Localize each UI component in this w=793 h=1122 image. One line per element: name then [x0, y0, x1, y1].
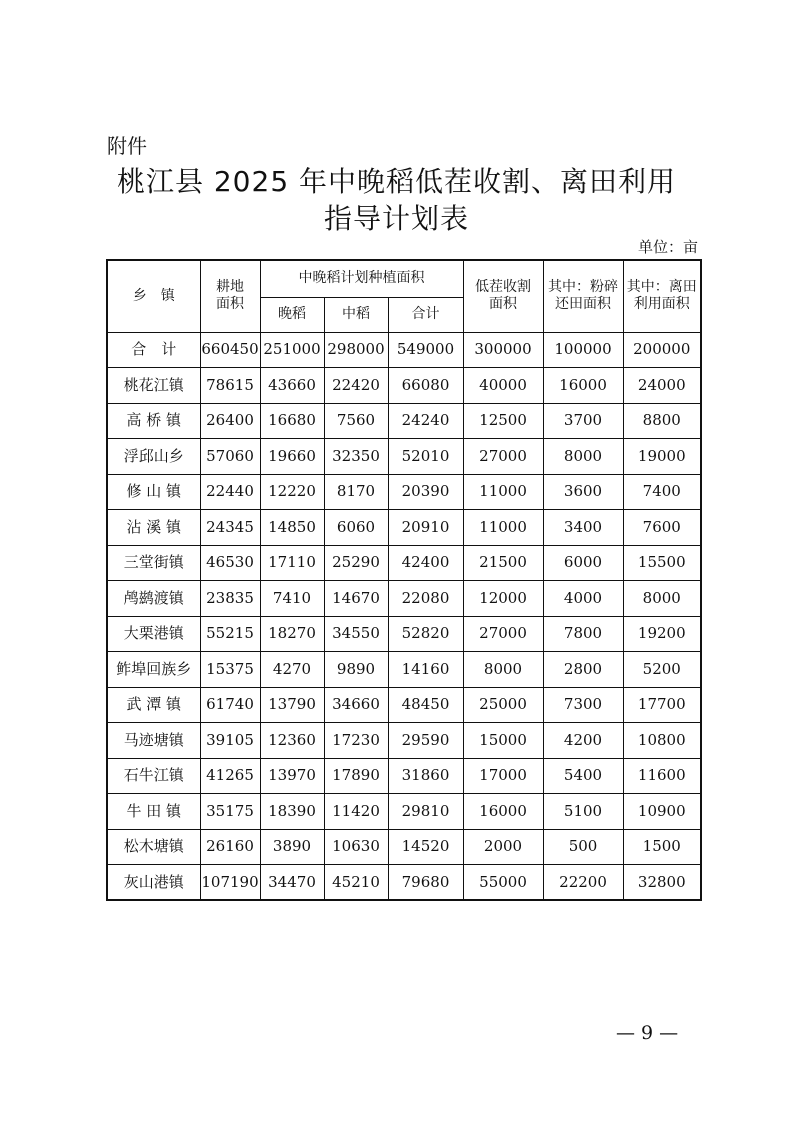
cell-crush: 3400 — [543, 510, 623, 546]
cell-town-name: 桃花江镇 — [107, 368, 200, 404]
cell-town-name: 石牛江镇 — [107, 758, 200, 794]
cell-removal: 1500 — [623, 829, 701, 865]
cell-low: 11000 — [463, 510, 543, 546]
cell-removal: 15500 — [623, 545, 701, 581]
cell-total: 42400 — [388, 545, 463, 581]
cell-town-name: 三堂街镇 — [107, 545, 200, 581]
cell-town-name: 修 山 镇 — [107, 474, 200, 510]
cell-low: 11000 — [463, 474, 543, 510]
cell-mid: 6060 — [324, 510, 388, 546]
cell-total: 20910 — [388, 510, 463, 546]
header-crush-line1: 其中：粉碎 — [548, 279, 619, 296]
table-row — [107, 758, 701, 794]
cell-crush: 22200 — [543, 865, 623, 901]
cell-mid: 17230 — [324, 723, 388, 759]
cell-low: 27000 — [463, 439, 543, 475]
cell-total: 24240 — [388, 403, 463, 439]
cell-total: 22080 — [388, 581, 463, 617]
cell-mid: 34660 — [324, 687, 388, 723]
cell-town-name: 高 桥 镇 — [107, 403, 200, 439]
cell-late: 4270 — [260, 652, 324, 688]
cell-removal: 19200 — [623, 616, 701, 652]
table-total-row — [107, 332, 701, 368]
cell-removal: 19000 — [623, 439, 701, 475]
cell-mid: 34550 — [324, 616, 388, 652]
table-row — [107, 403, 701, 439]
cell-arable: 23835 — [200, 581, 260, 617]
table-row — [107, 616, 701, 652]
unit-label: 单位：亩 — [637, 238, 698, 256]
cell-total: 66080 — [388, 368, 463, 404]
cell-crush: 16000 — [543, 368, 623, 404]
table-row — [107, 545, 701, 581]
cell-late: 17110 — [260, 545, 324, 581]
cell-low: 12500 — [463, 403, 543, 439]
cell-town-name: 牛 田 镇 — [107, 794, 200, 830]
table-row — [107, 368, 701, 404]
cell-total: 79680 — [388, 865, 463, 901]
cell-arable: 78615 — [200, 368, 260, 404]
cell-low: 16000 — [463, 794, 543, 830]
header-low-stubble-line2: 面积 — [489, 296, 518, 313]
header-plan-group: 中晚稻计划种植面积 — [260, 260, 463, 297]
cell-removal: 200000 — [623, 332, 701, 368]
document-title-line2: 指导计划表 — [323, 202, 469, 235]
cell-arable: 22440 — [200, 474, 260, 510]
table-row — [107, 510, 701, 546]
cell-crush: 4200 — [543, 723, 623, 759]
cell-removal: 7600 — [623, 510, 701, 546]
cell-late: 34470 — [260, 865, 324, 901]
cell-mid: 25290 — [324, 545, 388, 581]
header-low-stubble — [463, 260, 543, 332]
cell-mid: 10630 — [324, 829, 388, 865]
header-field-removal — [623, 260, 701, 332]
cell-arable: 57060 — [200, 439, 260, 475]
cell-crush: 100000 — [543, 332, 623, 368]
cell-total: 48450 — [388, 687, 463, 723]
cell-total: 549000 — [388, 332, 463, 368]
cell-low: 21500 — [463, 545, 543, 581]
cell-total: 14520 — [388, 829, 463, 865]
cell-low: 15000 — [463, 723, 543, 759]
cell-late: 43660 — [260, 368, 324, 404]
cell-mid: 11420 — [324, 794, 388, 830]
cell-removal: 8000 — [623, 581, 701, 617]
table-row — [107, 723, 701, 759]
cell-mid: 22420 — [324, 368, 388, 404]
cell-late: 18270 — [260, 616, 324, 652]
cell-low: 12000 — [463, 581, 543, 617]
cell-late: 13970 — [260, 758, 324, 794]
cell-crush: 500 — [543, 829, 623, 865]
header-row-1 — [107, 260, 701, 297]
cell-total: 14160 — [388, 652, 463, 688]
header-subtotal: 合计 — [388, 297, 463, 332]
cell-removal: 5200 — [623, 652, 701, 688]
cell-town-name: 鸬鹚渡镇 — [107, 581, 200, 617]
cell-town-name: 马迹塘镇 — [107, 723, 200, 759]
cell-total: 52010 — [388, 439, 463, 475]
header-crush-line2: 还田面积 — [555, 296, 612, 313]
cell-arable: 41265 — [200, 758, 260, 794]
cell-mid: 14670 — [324, 581, 388, 617]
cell-crush: 5400 — [543, 758, 623, 794]
cell-arable: 61740 — [200, 687, 260, 723]
cell-crush: 7800 — [543, 616, 623, 652]
cell-late: 3890 — [260, 829, 324, 865]
page-number: — 9 — — [616, 1022, 679, 1044]
cell-removal: 24000 — [623, 368, 701, 404]
table-row — [107, 865, 701, 901]
header-arable-area — [200, 260, 260, 332]
cell-town-name: 松木塘镇 — [107, 829, 200, 865]
header-low-stubble-line1: 低茬收割 — [475, 279, 532, 296]
cell-arable: 15375 — [200, 652, 260, 688]
header-arable-line1: 耕地 — [216, 279, 244, 296]
cell-removal: 17700 — [623, 687, 701, 723]
cell-late: 16680 — [260, 403, 324, 439]
cell-arable: 39105 — [200, 723, 260, 759]
header-crush-return — [543, 260, 623, 332]
cell-mid: 298000 — [324, 332, 388, 368]
cell-arable: 26160 — [200, 829, 260, 865]
cell-arable: 46530 — [200, 545, 260, 581]
cell-low: 25000 — [463, 687, 543, 723]
cell-mid: 17890 — [324, 758, 388, 794]
cell-total: 29590 — [388, 723, 463, 759]
header-late-rice: 晚稻 — [260, 297, 324, 332]
header-removal-line1: 其中：离田 — [626, 279, 697, 296]
cell-mid: 32350 — [324, 439, 388, 475]
cell-late: 12360 — [260, 723, 324, 759]
cell-late: 12220 — [260, 474, 324, 510]
cell-late: 19660 — [260, 439, 324, 475]
cell-low: 17000 — [463, 758, 543, 794]
cell-town-name: 合 计 — [107, 332, 200, 368]
cell-removal: 8800 — [623, 403, 701, 439]
cell-arable: 24345 — [200, 510, 260, 546]
cell-total: 29810 — [388, 794, 463, 830]
plan-table — [106, 259, 702, 901]
cell-low: 40000 — [463, 368, 543, 404]
cell-crush: 3600 — [543, 474, 623, 510]
cell-removal: 11600 — [623, 758, 701, 794]
cell-low: 300000 — [463, 332, 543, 368]
table-row — [107, 474, 701, 510]
cell-crush: 5100 — [543, 794, 623, 830]
attachment-label: 附件 — [107, 134, 147, 158]
cell-crush: 7300 — [543, 687, 623, 723]
table-row — [107, 652, 701, 688]
cell-arable: 35175 — [200, 794, 260, 830]
cell-town-name: 灰山港镇 — [107, 865, 200, 901]
cell-mid: 45210 — [324, 865, 388, 901]
cell-crush: 4000 — [543, 581, 623, 617]
cell-town-name: 鲊埠回族乡 — [107, 652, 200, 688]
cell-mid: 7560 — [324, 403, 388, 439]
cell-removal: 10800 — [623, 723, 701, 759]
cell-town-name: 大栗港镇 — [107, 616, 200, 652]
document-title-line1: 桃江县 2025 年中晚稻低茬收割、离田利用 — [116, 165, 677, 198]
table-row — [107, 687, 701, 723]
cell-late: 18390 — [260, 794, 324, 830]
cell-total: 52820 — [388, 616, 463, 652]
cell-arable: 660450 — [200, 332, 260, 368]
cell-total: 20390 — [388, 474, 463, 510]
cell-arable: 26400 — [200, 403, 260, 439]
cell-mid: 9890 — [324, 652, 388, 688]
table-row — [107, 829, 701, 865]
cell-crush: 3700 — [543, 403, 623, 439]
cell-removal: 10900 — [623, 794, 701, 830]
cell-low: 27000 — [463, 616, 543, 652]
cell-crush: 2800 — [543, 652, 623, 688]
header-arable-line2: 面积 — [216, 296, 244, 313]
table-row — [107, 439, 701, 475]
cell-low: 2000 — [463, 829, 543, 865]
cell-removal: 7400 — [623, 474, 701, 510]
cell-town-name: 浮邱山乡 — [107, 439, 200, 475]
cell-total: 31860 — [388, 758, 463, 794]
table-row — [107, 581, 701, 617]
cell-arable: 55215 — [200, 616, 260, 652]
header-town: 乡 镇 — [107, 260, 200, 332]
header-mid-rice: 中稻 — [324, 297, 388, 332]
cell-crush: 6000 — [543, 545, 623, 581]
cell-removal: 32800 — [623, 865, 701, 901]
cell-arable: 107190 — [200, 865, 260, 901]
cell-low: 8000 — [463, 652, 543, 688]
cell-low: 55000 — [463, 865, 543, 901]
cell-late: 14850 — [260, 510, 324, 546]
cell-crush: 8000 — [543, 439, 623, 475]
table-row — [107, 794, 701, 830]
cell-late: 13790 — [260, 687, 324, 723]
cell-late: 7410 — [260, 581, 324, 617]
header-removal-line2: 利用面积 — [633, 296, 690, 313]
cell-late: 251000 — [260, 332, 324, 368]
cell-mid: 8170 — [324, 474, 388, 510]
cell-town-name: 武 潭 镇 — [107, 687, 200, 723]
cell-town-name: 沾 溪 镇 — [107, 510, 200, 546]
